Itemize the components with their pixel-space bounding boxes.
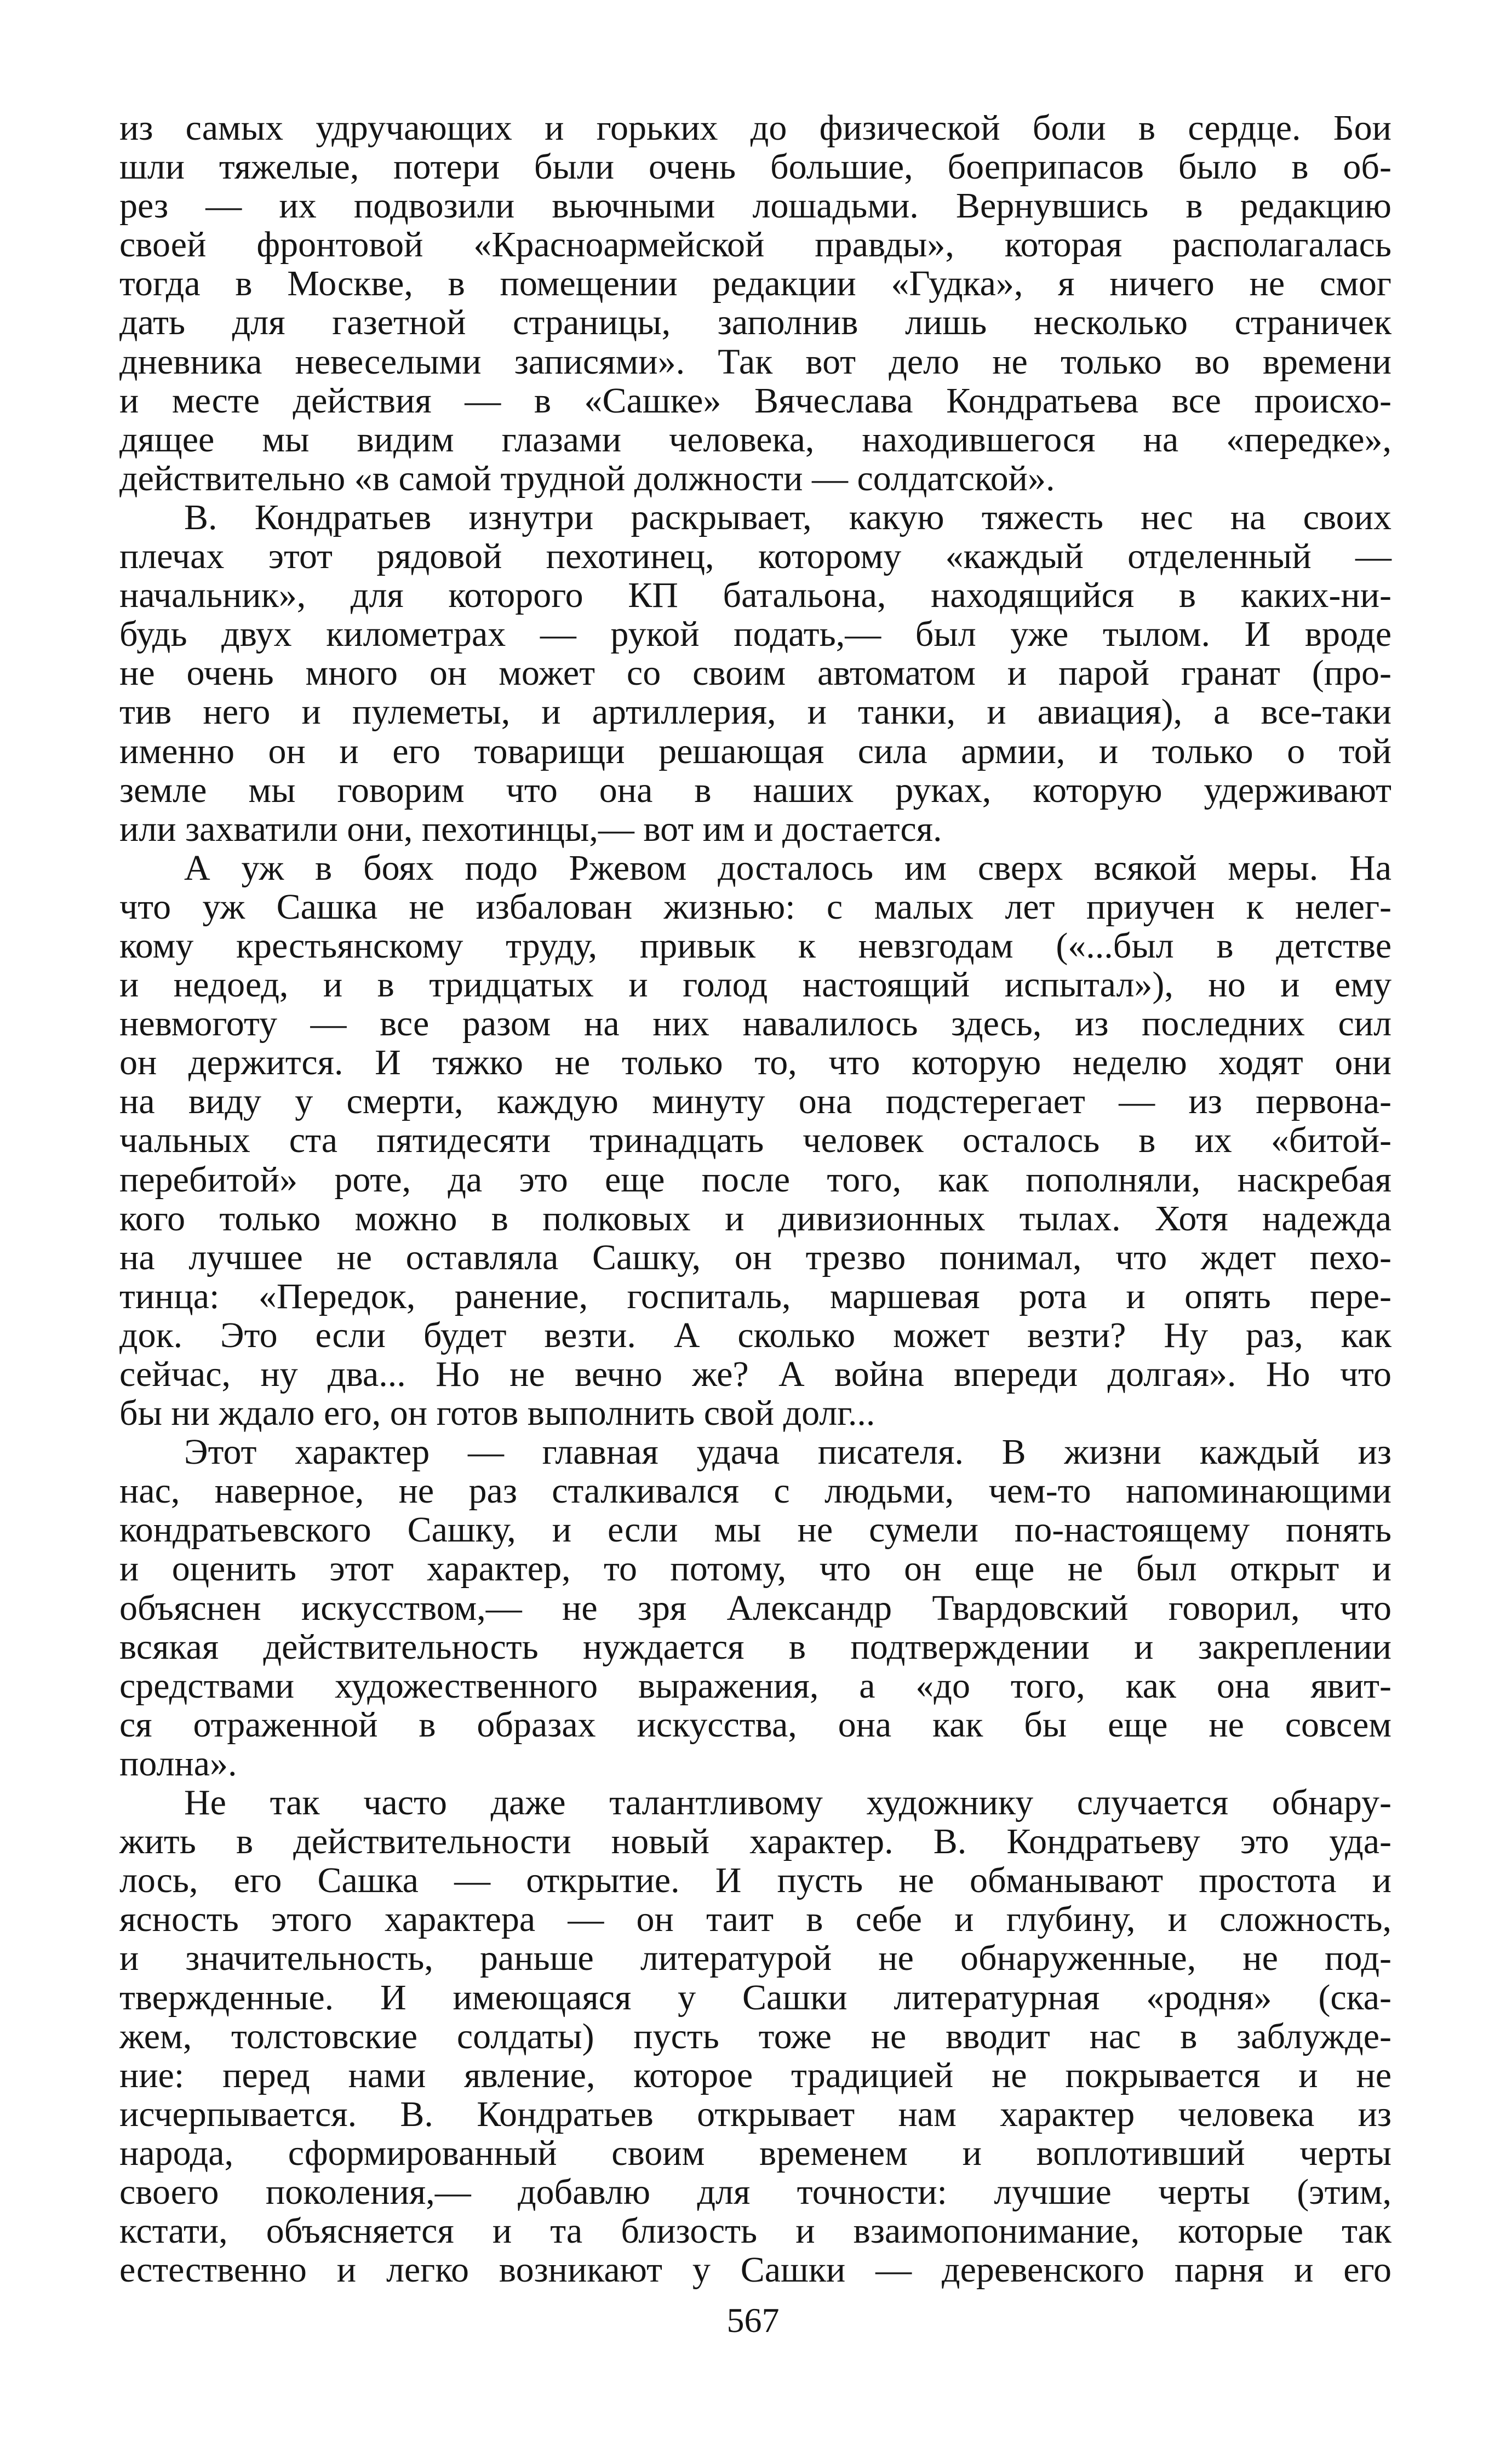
text-line: твержденные. И имеющаяся у Сашки литературная «родня» (ска- xyxy=(119,1977,1392,2018)
text-line: объяснен искусством,— не зря Александр Твардовский говорил, что xyxy=(119,1588,1392,1628)
paragraph xyxy=(119,1432,1392,1783)
text-line: дать для газетной страницы, заполнив лишь несколько страничек xyxy=(119,302,1392,343)
text-line: и значительность, раньше литературой не обнаруженные, не под- xyxy=(119,1938,1392,1979)
text-line: средствами художественного выражения, а «до того, как она явит- xyxy=(119,1665,1392,1706)
text-line: тив него и пулеметы, и артиллерия, и танки, и авиация), а все-таки xyxy=(119,692,1392,732)
text-line: чальных ста пятидесяти тринадцать человек осталось в их «битой- xyxy=(119,1120,1392,1161)
text-line: бы ни ждало его, он готов выполнить свой долг... xyxy=(119,1393,875,1434)
text-line: невмоготу — все разом на них навалилось здесь, из последних сил xyxy=(119,1004,1392,1044)
text-line: из самых удручающих и горьких до физической боли в сердце. Бои xyxy=(119,108,1392,148)
text-line: ясность этого характера — он таит в себе и глубину, и сложность, xyxy=(119,1899,1392,1940)
text-line: жем, толстовские солдаты) пусть тоже не вводит нас в заблужде- xyxy=(119,2016,1392,2056)
text-line: дневника невеселыми записями». Так вот дело не только во времени xyxy=(119,341,1392,382)
paragraph xyxy=(119,1783,1392,2289)
text-line: своей фронтовой «Красноармейской правды», которая располагалась xyxy=(119,225,1392,265)
text-line: дящее мы видим глазами человека, находившегося на «передке», xyxy=(119,419,1392,460)
text-line: Не так часто даже талантливому художнику случается обнару- xyxy=(184,1783,1392,1823)
page-number: 567 xyxy=(726,2301,780,2340)
text-line: кондратьевского Сашку, и если мы не сумели по-настоящему понять xyxy=(119,1510,1392,1550)
text-line: действительно «в самой трудной должности — солдатской». xyxy=(119,458,1055,498)
text-line: рез — их подвозили вьючными лошадьми. Вернувшись в редакцию xyxy=(119,186,1392,226)
text-line: и недоед, и в тридцатых и голод настоящий испытал»), но и ему xyxy=(119,965,1392,1005)
text-line: всякая действительность нуждается в подтверждении и закреплении xyxy=(119,1626,1392,1667)
text-line: он держится. И тяжко не только то, что которую неделю ходят они xyxy=(119,1042,1392,1083)
text-line: не очень много он может со своим автоматом и парой гранат (про- xyxy=(119,653,1392,694)
text-line: на лучшее не оставляла Сашку, он трезво понимал, что ждет пехо- xyxy=(119,1237,1392,1277)
text-line: и оценить этот характер, то потому, что он еще не был открыт и xyxy=(119,1549,1392,1589)
text-line: кого только можно в полковых и дивизионных тылах. Хотя надежда xyxy=(119,1198,1392,1239)
text-line: будь двух километрах — рукой подать,— был уже тылом. И вроде xyxy=(119,614,1392,655)
text-line: А уж в боях подо Ржевом досталось им сверх всякой меры. На xyxy=(184,847,1392,888)
text-line: кому крестьянскому труду, привык к невзгодам («...был в детстве xyxy=(119,925,1392,966)
text-line: или захватили они, пехотинцы,— вот им и достается. xyxy=(119,809,942,849)
text-line: полна». xyxy=(119,1743,237,1784)
text-line: жить в действительности новый характер. В. Кондратьеву это уда- xyxy=(119,1821,1392,1862)
paragraph xyxy=(119,108,1392,498)
text-line: перебитой» роте, да это еще после того, как пополняли, наскребая xyxy=(119,1159,1392,1200)
text-line: естественно и легко возникают у Сашки — деревенского парня и его xyxy=(119,2250,1392,2290)
text-line: и месте действия — в «Сашке» Вячеслава Кондратьева все происхо- xyxy=(119,380,1392,421)
text-line: лось, его Сашка — открытие. И пусть не обманывают простота и xyxy=(119,1860,1392,1901)
text-line: начальник», для которого КП батальона, находящийся в каких-ни- xyxy=(119,575,1392,616)
paragraph xyxy=(119,849,1392,1432)
text-line: что уж Сашка не избалован жизнью: с малых лет приучен к нелег- xyxy=(119,886,1392,927)
book-page-text xyxy=(119,108,1392,2289)
text-line: ся отраженной в образах искусства, она как бы еще не совсем xyxy=(119,1704,1392,1745)
paragraph xyxy=(119,498,1392,849)
text-line: сейчас, ну два... Но не вечно же? А война впереди долгая». Но что xyxy=(119,1354,1392,1394)
text-line: плечах этот рядовой пехотинец, которому «каждый отделенный — xyxy=(119,536,1392,577)
text-line: док. Это если будет везти. А сколько может везти? Ну раз, как xyxy=(119,1315,1392,1355)
text-line: именно он и его товарищи решающая сила армии, и только о той xyxy=(119,731,1392,771)
text-line: ние: перед нами явление, которое традицией не покрывается и не xyxy=(119,2055,1392,2095)
text-line: нас, наверное, не раз сталкивался с людьми, чем-то напоминающими xyxy=(119,1471,1392,1511)
text-line: на виду у смерти, каждую минуту она подстерегает — из первона- xyxy=(119,1081,1392,1122)
text-line: шли тяжелые, потери были очень большие, боеприпасов было в об- xyxy=(119,147,1392,187)
text-line: кстати, объясняется и та близость и взаимопонимание, которые так xyxy=(119,2211,1392,2251)
text-line: исчерпывается. В. Кондратьев открывает нам характер человека из xyxy=(119,2094,1392,2134)
text-line: В. Кондратьев изнутри раскрывает, какую тяжесть нес на своих xyxy=(184,497,1392,537)
text-line: тогда в Москве, в помещении редакции «Гудка», я ничего не смог xyxy=(119,263,1392,304)
text-line: Этот характер — главная удача писателя. В жизни каждый из xyxy=(184,1432,1392,1472)
text-line: народа, сформированный своим временем и воплотивший черты xyxy=(119,2133,1392,2173)
text-line: земле мы говорим что она в наших руках, которую удерживают xyxy=(119,770,1392,810)
text-line: тинца: «Передок, ранение, госпиталь, маршевая рота и опять пере- xyxy=(119,1276,1392,1316)
text-line: своего поколения,— добавлю для точности: лучшие черты (этим, xyxy=(119,2171,1392,2212)
